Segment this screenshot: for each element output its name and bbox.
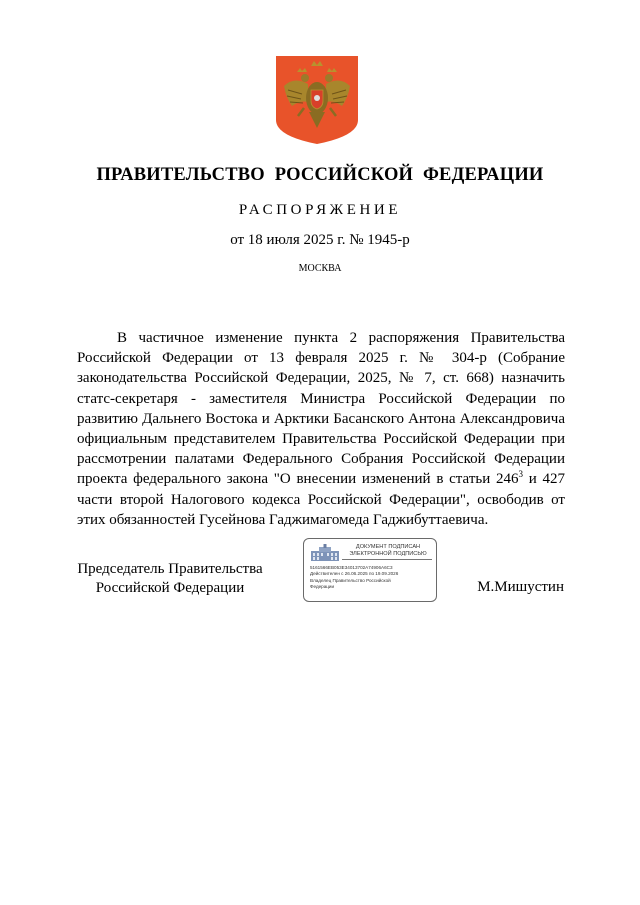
stamp-heading-line1: ДОКУМЕНТ ПОДПИСАН: [355, 544, 421, 550]
stamp-heading: [340, 544, 436, 558]
signer-position-line1: Председатель Правительства: [77, 561, 263, 577]
order-paragraph: [77, 328, 565, 530]
stamp-owner-line1: Владелец Правительство Российской: [310, 577, 391, 583]
signer-position: [70, 560, 270, 598]
stamp-owner-line2: Федерации: [310, 584, 335, 590]
article-superscript: 3: [518, 469, 523, 480]
electronic-signature-stamp: [303, 538, 437, 602]
coat-of-arms-icon: [276, 56, 358, 144]
document-place: МОСКВА: [298, 263, 342, 274]
issuer-title: ПРАВИТЕЛЬСТВО РОССИЙСКОЙ ФЕДЕРАЦИИ: [96, 165, 544, 185]
document-type: РАСПОРЯЖЕНИЕ: [238, 202, 402, 218]
stamp-divider: [342, 559, 432, 560]
signer-position-line2: Российской Федерации: [95, 580, 245, 596]
document-date-number: от 18 июля 2025 г. № 1945-р: [230, 232, 410, 248]
stamp-details: [310, 565, 434, 591]
government-building-icon: [310, 544, 340, 562]
stamp-certificate: 5161566EB053E34013702A74906A6C3: [310, 565, 393, 570]
stamp-validity: Действителен с 26.06.2025 по 19.09.2026: [310, 571, 399, 577]
stamp-heading-line2: ЭЛЕКТРОННОЙ ПОДПИСЬЮ: [349, 551, 427, 557]
signer-name: М.Мишустин: [477, 579, 564, 595]
order-text-part2: и 427 части второй Налогового кодекса Российской Федерации", освободив от этих обязанностей Гусейнова Гаджимагомеда Гаджибуттаевича.: [77, 471, 565, 528]
order-text-part1: В частичное изменение пункта 2 распоряжения Правительства Российской Федерации от 13 февраля 2025 г. № 304-р (Собрание законодательства Российской Федерации, 2025, № 7, ст. 668) назначить статс-секретаря - заместителя Министра Российской Федерации по развитию Дальнего Востока и Арктики Басанского Антона Александровича официальным представителем Правительства Российской Федерации при рассмотрении палатами Федерального Собрания Российской Федерации проекта федерального закона "О внесении изменений в статьи 246: [77, 330, 565, 488]
